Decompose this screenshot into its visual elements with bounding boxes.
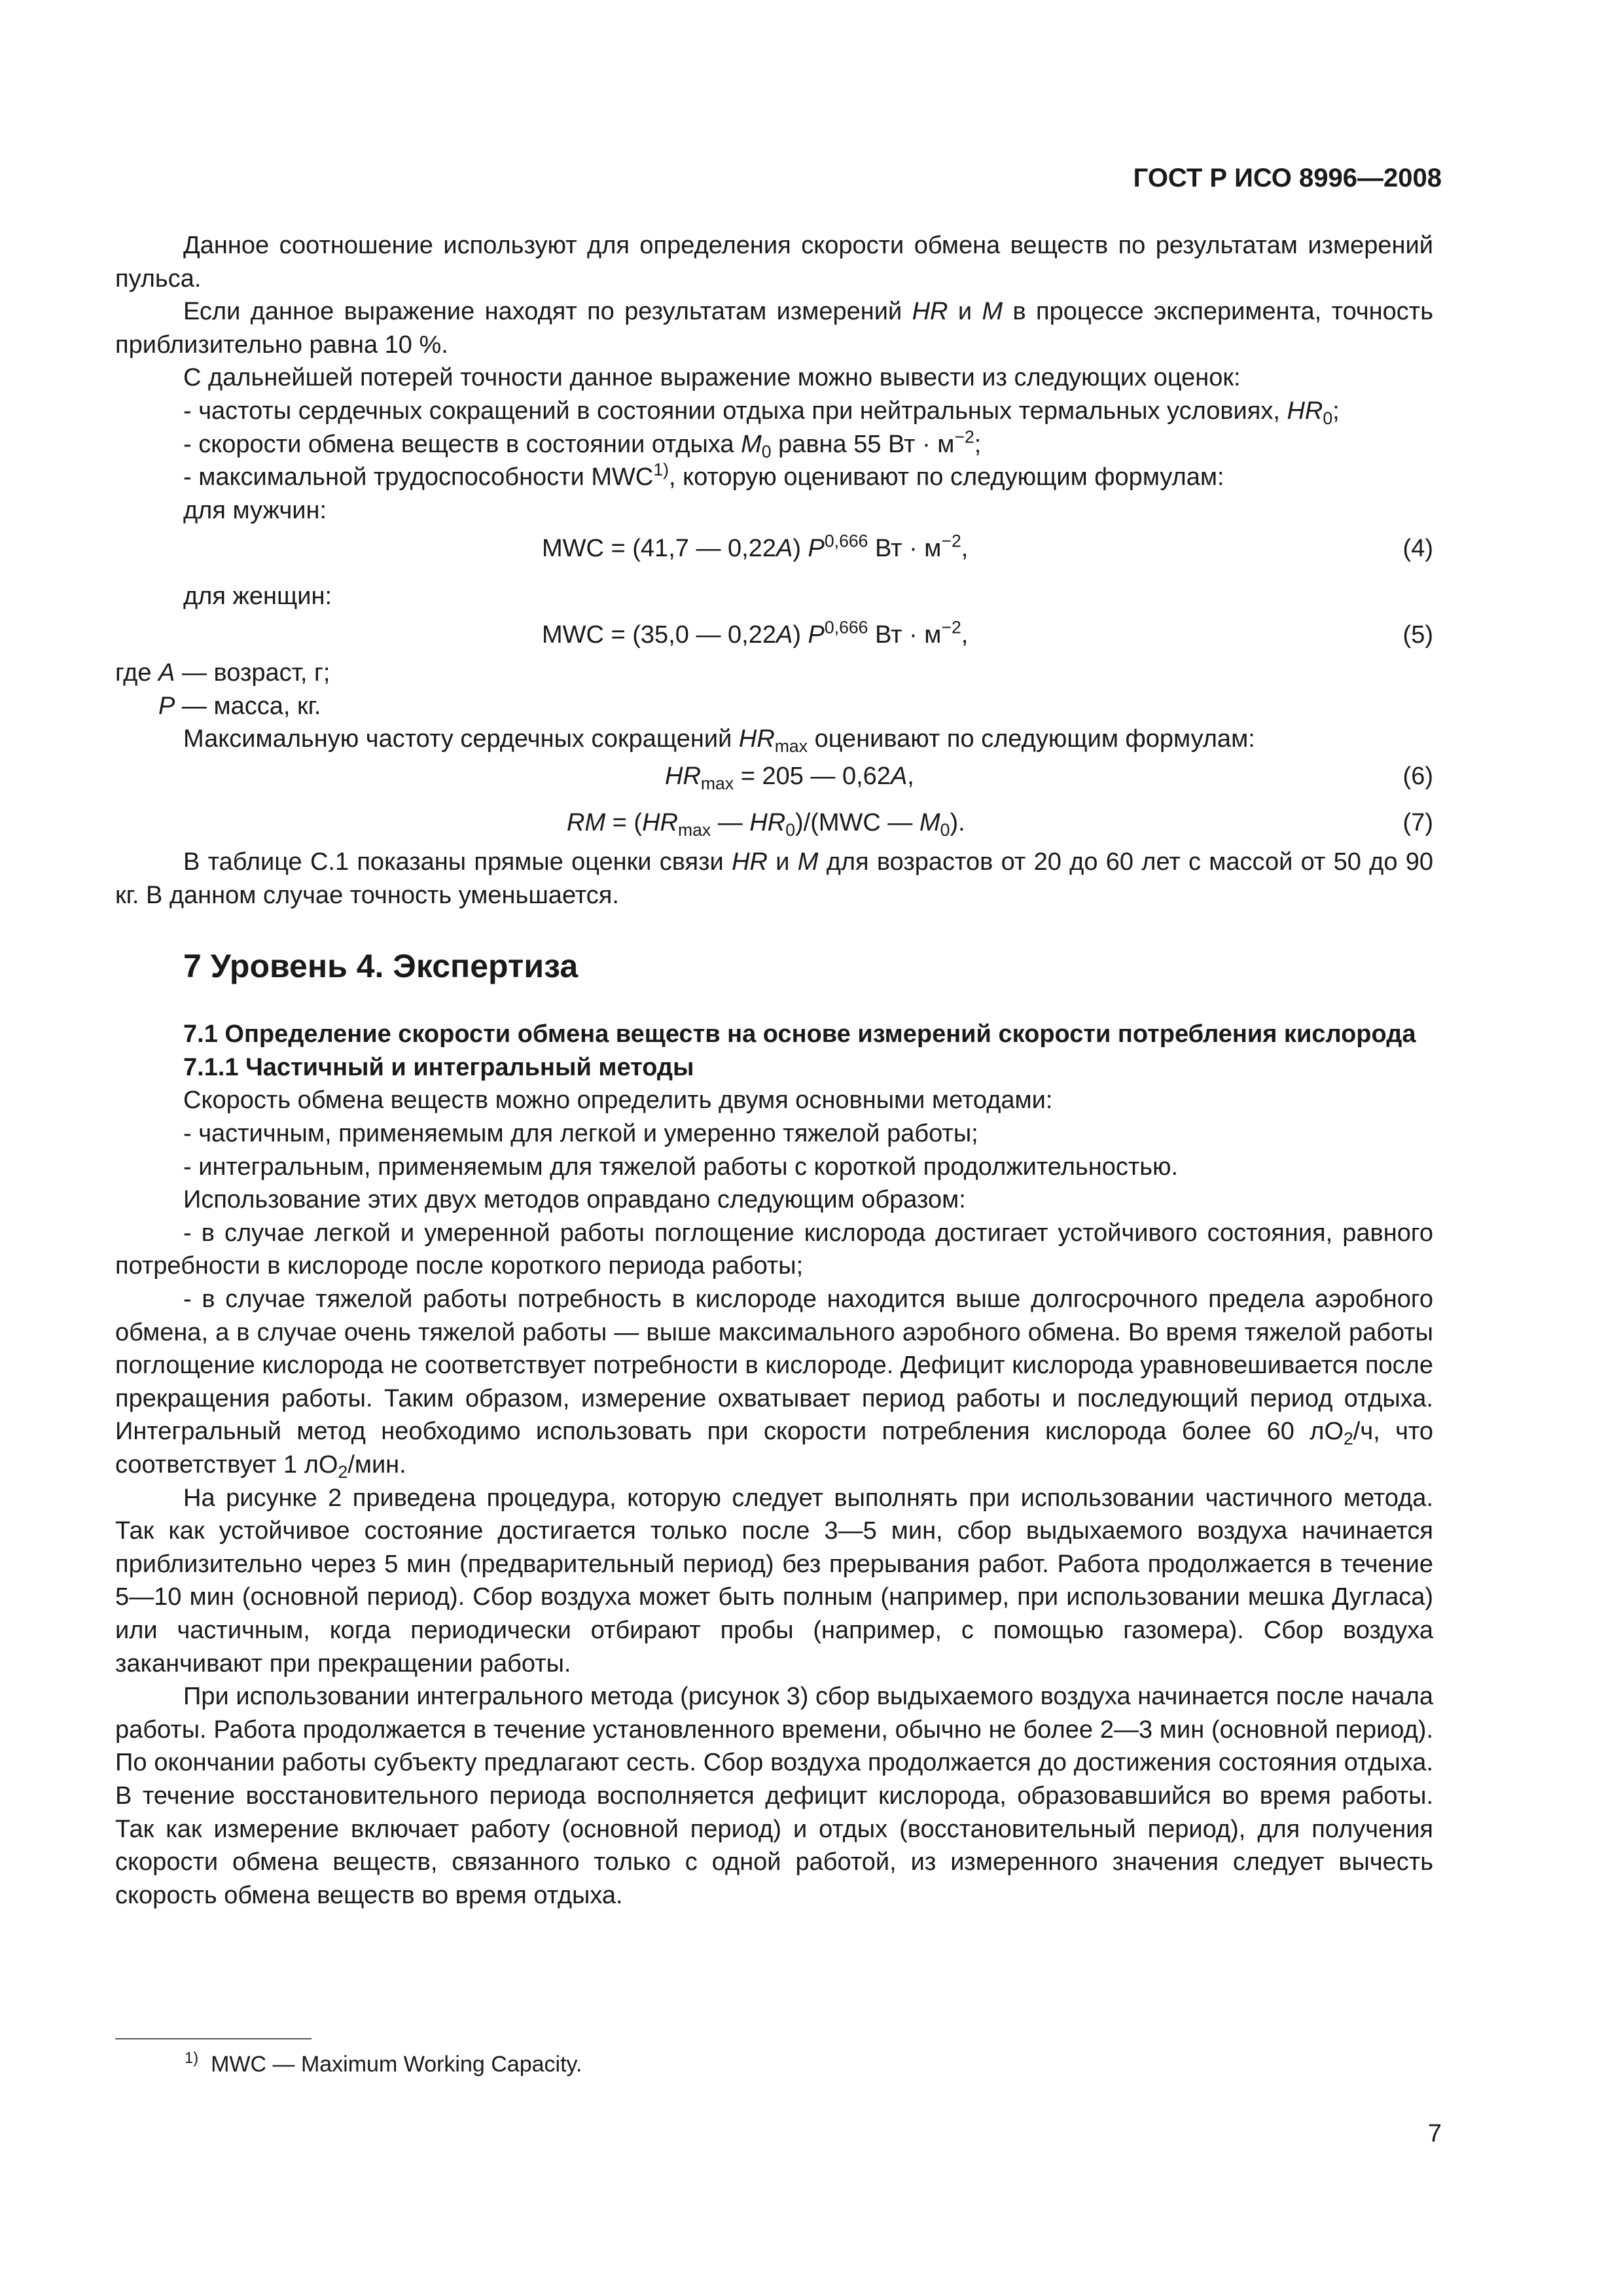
footnote-divider xyxy=(115,2038,312,2039)
paragraph-partial-procedure: На рисунке 2 приведена процедура, которую следует выполнять при использовании частичного метода. Так как устойчивое состояние достигается только после 3—5 мин, сбор выдыхаемого воздуха начинается приблизительно через 5 мин (предварительный период) без прерывания работ. Работа продолжается в течение 5—10 мин (основной период). Сбор воздуха может быть полным (например, при использовании мешка Дугласа) или частичным, когда периодически отбирают пробы (например, с помощью газомера). Сбор воздуха заканчивают при прекращении работы. xyxy=(115,1484,1433,1677)
list-item-light-work: - в случае легкой и умеренной работы поглощение кислорода достигает устойчивого состояния, равного потребности в кислороде после короткого периода работы; xyxy=(115,1219,1433,1280)
paragraph-two-methods: Скорость обмена веществ можно определить двумя основными методами: xyxy=(183,1086,1053,1115)
list-item-integral-method: - интегральным, применяемым для тяжелой работы с короткой продолжительностью. xyxy=(183,1153,1179,1181)
list-item-partial-method: - частичным, применяемым для легкой и умеренно тяжелой работы; xyxy=(183,1120,978,1148)
footnote-text: MWC — Maximum Working Capacity. xyxy=(211,2052,582,2077)
paragraph-pulse: Данное соотношение используют для определения скорости обмена веществ по результатам измерений пульса. xyxy=(115,232,1433,293)
paragraph-max-heart-rate: Максимальную частоту сердечных сокращений $HR_{max}$ оценивают по следующим формулам: xyxy=(183,725,1255,757)
paragraph-accuracy: Если данное выражение находят по результатам измерений HR и M в процессе эксперимента, точность приблизительно равна 10 %. xyxy=(115,298,1433,359)
list-item-max-working-capacity: - максимальной трудоспособности MWC$^{1)}$, которую оценивают по следующим формулам: xyxy=(183,459,1224,492)
formula-7: RM = ($HR_{max}$ — $HR_0)/(MWC$ — $M_0$). (7) xyxy=(115,806,1433,840)
footnote-reference: 1) xyxy=(653,459,669,480)
where-age: где A — возраст, г; xyxy=(115,659,330,687)
paragraph-table-c1: В таблице С.1 показаны прямые оценки связи HR и M для возрастов от 20 до 60 лет с массой от 50 до 90 кг. В данном случае точность уменьшается. xyxy=(115,848,1434,909)
paragraph-integral-procedure: При использовании интегрального метода (рисунок 3) сбор выдыхаемого воздуха начинается после начала работы. Работа продолжается в течение установленного времени, обычно не более 2—3 мин (основной период). По окончании работы субъекту предлагают сесть. Сбор воздуха продолжается до достижения состояния отдыха. В течение восстановительного периода восполняется дефицит кислорода, образовавшийся во время работы. Так как измерение включает работу (основной период) и отдых (восстановительный период), для получения скорости обмена веществ, связанного только с одной работой, из измеренного значения следует вычесть скорость обмена веществ во время отдыха. xyxy=(115,1683,1433,1909)
formula-6: $HR_{max} = 205$ — 0,62A, (6) xyxy=(115,760,1433,793)
paragraph-justification: Использование этих двух методов оправдано следующим образом: xyxy=(183,1186,966,1214)
formula-number: (4) xyxy=(1402,535,1433,563)
subsection-heading-7-1-1: 7.1.1 Частичный и интегральный методы xyxy=(183,1053,694,1081)
document-code-header: ГОСТ Р ИСО 8996—2008 xyxy=(1133,164,1442,192)
page-body xyxy=(115,229,1433,1912)
formula-number: (6) xyxy=(1402,762,1433,790)
list-item-resting-metabolic-rate: - скорости обмена веществ в состоянии отдыха $M_0$ равна 55 Вт · $м^{-2}$; xyxy=(183,426,982,461)
footnote-mark: 1) xyxy=(185,2049,199,2067)
paragraph-estimates-intro: С дальнейшей потерей точности данное выражение можно вывести из следующих оценок: xyxy=(183,364,1241,392)
formula-4: MWC = (41,7 — 0,22A) P$^{0,666}$ Вт · $м^{-2}$, (4) xyxy=(115,532,1433,565)
label-for-men: для мужчин: xyxy=(183,496,327,524)
where-mass: P — масса, кг. xyxy=(158,692,321,720)
page-number: 7 xyxy=(1427,2120,1442,2147)
section-heading-7: 7 Уровень 4. Экспертиза xyxy=(183,948,579,985)
formula-5: MWC = (35,0 — 0,22A) P$^{0,666}$ Вт · $м^{-2}$, (5) xyxy=(115,619,1433,652)
label-for-women: для женщин: xyxy=(183,582,332,610)
footnote xyxy=(185,2050,582,2079)
subsection-heading-7-1: 7.1 Определение скорости обмена веществ на основе измерений скорости потребления кислорода xyxy=(183,1020,1416,1049)
list-item-heavy-work: - в случае тяжелой работы потребность в кислороде находится выше долгосрочного предела аэробного обмена, а в случае очень тяжелой работы — выше максимального аэробного обмена. Во время тяжелой работы поглощение кислорода не соответствует потребности в кислороде. Дефицит кислорода уравновешивается после прекращения работы. Таким образом, измерение охватывает период работы и последующий период отдыха. Интегральный метод необходимо использовать при скорости потребления кислорода более 60 $лО_2/ч$, что соответствует 1 $лО_2$/мин. xyxy=(115,1285,1433,1482)
list-item-resting-heart-rate: - частоты сердечных сокращений в состоянии отдыха при нейтральных термальных условиях, $HR_0$; xyxy=(183,397,1340,428)
formula-number: (7) xyxy=(1402,808,1433,836)
formula-number: (5) xyxy=(1402,620,1433,649)
